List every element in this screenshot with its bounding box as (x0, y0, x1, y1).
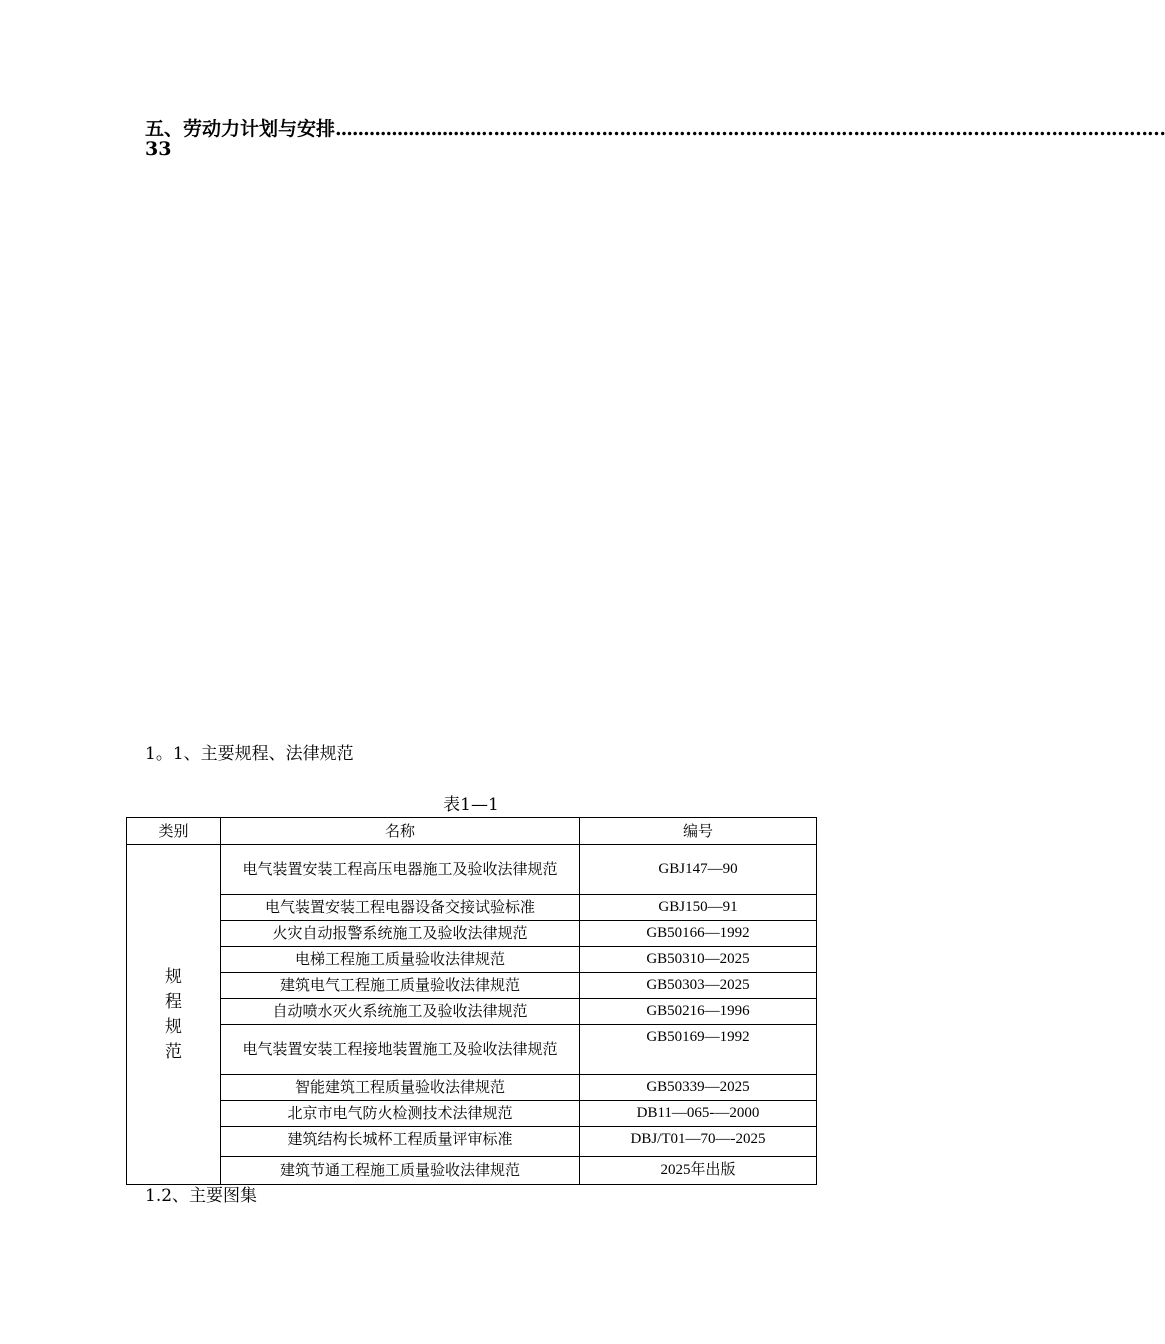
spec-table (126, 817, 817, 1185)
row-name: 电气装置安装工程接地装置施工及验收法律规范 (221, 1025, 580, 1075)
row-name: 北京市电气防火检测技术法律规范 (221, 1101, 580, 1127)
row-name: 电气装置安装工程电器设备交接试验标准 (221, 895, 580, 921)
table-row (127, 921, 817, 947)
header-code: 编号 (580, 818, 817, 845)
header-name: 名称 (221, 818, 580, 845)
row-code: GB50310—2025 (580, 947, 817, 973)
toc-entry[interactable] (145, 118, 1165, 160)
toc-leader: ..........................…………………………………………………………………………………………………… (335, 118, 1165, 140)
category-label: 规程规范 (165, 966, 182, 1062)
table-row (127, 1025, 817, 1075)
row-code: GB50216—1996 (580, 999, 817, 1025)
toc-title: 五、劳动力计划与安排 (145, 118, 336, 140)
table-row (127, 1157, 817, 1185)
row-code: DB11—065-—2000 (580, 1101, 817, 1127)
table-row (127, 999, 817, 1025)
row-code: GBJ147—90 (580, 845, 817, 895)
table-row (127, 973, 817, 999)
table-row (127, 1127, 817, 1157)
row-code: GB50166—1992 (580, 921, 817, 947)
table-header-row (127, 818, 817, 845)
table-row (127, 1101, 817, 1127)
category-cell (127, 845, 221, 1185)
row-name: 建筑电气工程施工质量验收法律规范 (221, 973, 580, 999)
row-code: GBJ150—91 (580, 895, 817, 921)
table-row (127, 895, 817, 921)
section-heading-1-2: 1.2、主要图集 (145, 1186, 258, 1206)
row-name: 建筑节通工程施工质量验收法律规范 (221, 1157, 580, 1185)
row-name: 建筑结构长城杯工程质量评审标准 (221, 1127, 580, 1157)
table-row (127, 947, 817, 973)
row-name: 火灾自动报警系统施工及验收法律规范 (221, 921, 580, 947)
table-row (127, 1075, 817, 1101)
row-name: 智能建筑工程质量验收法律规范 (221, 1075, 580, 1101)
row-code: DBJ/T01—70—-2025 (580, 1127, 817, 1157)
toc-page-number: 33 (145, 138, 172, 160)
row-code: GB50169—1992 (580, 1025, 817, 1075)
header-category: 类别 (127, 818, 221, 845)
table-row (127, 845, 817, 895)
toc-line (145, 118, 1165, 140)
table-caption: 表1—1 (443, 795, 499, 815)
row-code: GB50339—2025 (580, 1075, 817, 1101)
row-code: GB50303—2025 (580, 973, 817, 999)
section-heading-1-1: 1。1、主要规程、法律规范 (145, 744, 354, 764)
row-name: 自动喷水灭火系统施工及验收法律规范 (221, 999, 580, 1025)
row-code: 2025年出版 (580, 1157, 817, 1185)
row-name: 电梯工程施工质量验收法律规范 (221, 947, 580, 973)
row-name: 电气装置安装工程高压电器施工及验收法律规范 (221, 845, 580, 895)
